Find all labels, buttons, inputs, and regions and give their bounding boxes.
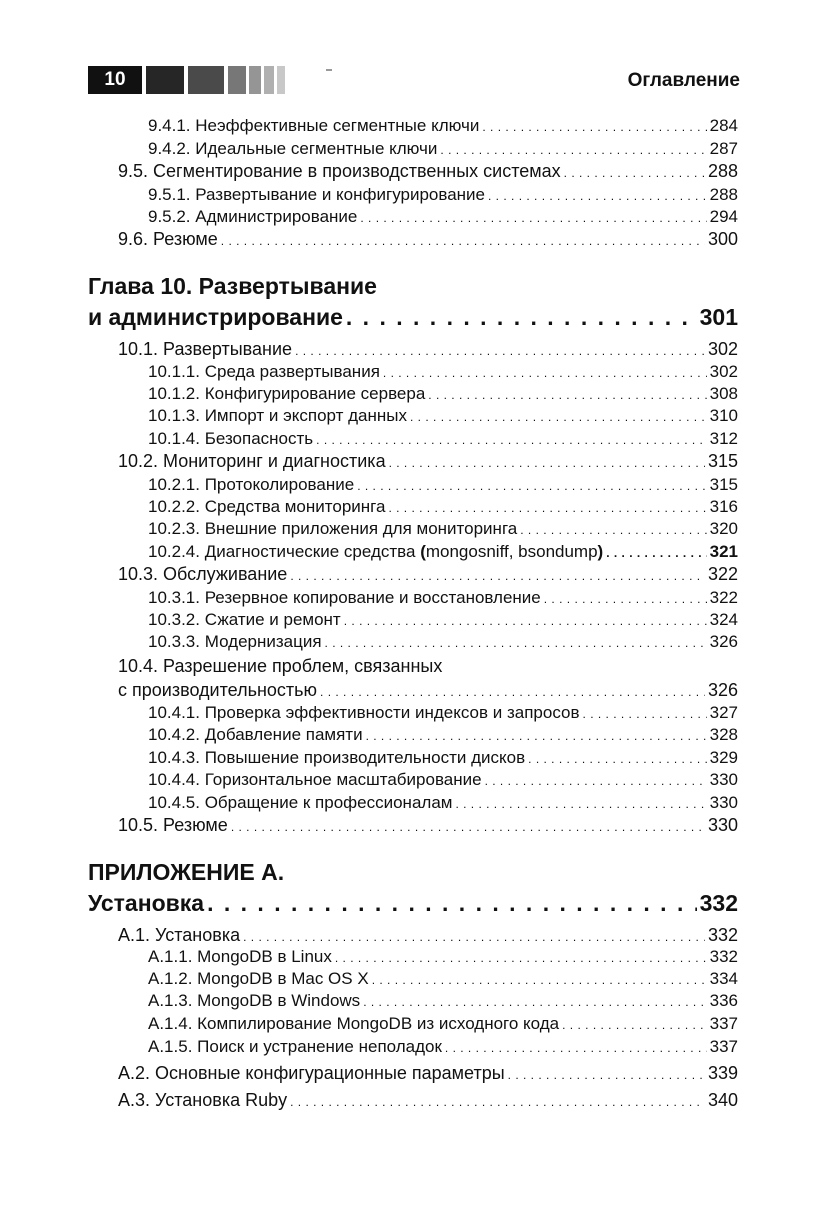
leader-dots [455,793,706,813]
leader-dots [325,632,707,652]
leader-dots [528,748,706,768]
appendix-heading: ПРИЛОЖЕНИЕ А. [88,859,285,885]
leader-dots [360,207,706,227]
leader-dots [482,116,706,136]
running-title: Оглавление [627,70,740,91]
toc-entry [148,116,738,136]
appendix-heading-entry [88,890,738,917]
entry-title: 10.1.1. Среда развертывания [148,362,380,381]
entry-title: 9.5.1. Развертывание и конфигурирование [148,185,486,204]
toc-entry-line: 10.4. Разрешение проблем, связанных [118,656,443,676]
entry-title: 9.4.2. Идеальные сегментные ключи [148,139,438,158]
header-bar-6 [277,66,285,94]
entry-page: 330 [709,770,738,789]
entry-page: 340 [707,1090,738,1110]
leader-dots [290,564,705,585]
leader-dots [389,451,705,472]
leader-dots [388,497,706,517]
entry-page: 315 [707,451,738,471]
leader-dots [335,947,707,967]
leader-dots [346,304,697,331]
toc-entry [148,429,738,449]
toc-entry [148,793,738,813]
entry-title: А.2. Основные конфигурационные параметры [118,1063,505,1083]
leader-dots [221,229,705,250]
header-bar-5 [264,66,274,94]
leader-dots [366,725,707,745]
leader-dots [207,890,697,917]
toc-entry [148,542,738,562]
toc-entry [118,339,738,360]
entry-page: 326 [709,632,738,651]
toc-entry [118,564,738,585]
entry-page: 332 [709,947,738,966]
leader-dots [344,610,707,630]
entry-title: 10.4.5. Обращение к профессионалам [148,793,453,812]
close-paren: ) [597,542,604,561]
entry-title [148,542,603,562]
toc-entry [148,703,738,723]
entry-page: 337 [709,1014,738,1033]
toc-entry [118,925,738,946]
leader-dots [290,1090,705,1111]
entry-title: 10.1. Развертывание [118,339,293,359]
header-bar-1 [146,66,184,94]
leader-dots [562,1014,706,1034]
toc-entry [148,947,738,967]
entry-page: 320 [709,519,738,538]
toc-entry [148,748,738,768]
entry-title: 10.4.2. Добавление памяти [148,725,363,744]
leader-dots [320,680,705,701]
header-bar-2 [188,66,224,94]
toc-entry [148,610,738,630]
toc-entry [148,475,738,495]
entry-page: 332 [707,925,738,945]
entry-title: А.1.1. MongoDB в Linux [148,947,332,966]
toc-entry [148,588,738,608]
open-paren: ( [420,542,426,561]
entry-page: 288 [709,185,738,204]
toc-entry [118,1063,738,1084]
entry-page: 288 [707,161,738,181]
leader-dots [363,991,706,1011]
entry-page: 328 [709,725,738,744]
chapter-heading: Глава 10. Развертывание [88,273,377,299]
header-bar-3 [228,66,246,94]
toc-entry [118,680,738,701]
entry-title: 10.3. Обслуживание [118,564,288,584]
entry-page: 330 [709,793,738,812]
entry-page: 316 [709,497,738,516]
leader-dots [410,406,707,426]
toc-entry [118,161,738,182]
entry-title: 10.3.3. Модернизация [148,632,322,651]
entry-title: 10.1.2. Конфигурирование сервера [148,384,426,403]
entry-title: Установка [88,890,205,916]
entry-page: 312 [709,429,738,448]
toc-entry [118,229,738,250]
entry-title: 10.2. Мониторинг и диагностика [118,451,386,471]
entry-title: с производительностью [118,680,318,700]
leader-dots [316,429,706,449]
entry-title: А.1. Установка [118,925,241,945]
leader-dots [428,384,706,404]
leader-dots [231,815,705,836]
entry-title: 10.4.3. Повышение производительности дисков [148,748,526,767]
toc-entry [148,770,738,790]
toc-entry [148,207,738,227]
entry-title: 9.5. Сегментирование в производственных системах [118,161,561,181]
leader-dots [383,362,707,382]
leader-dots [520,519,706,539]
toc-entry [148,406,738,426]
entry-title: А.1.5. Поиск и устранение неполадок [148,1037,442,1056]
toc-entry [148,519,738,539]
leader-dots [508,1063,705,1084]
leader-dots [440,139,706,159]
toc-entry [118,1090,738,1111]
entry-page: 334 [709,969,738,988]
entry-page: 332 [699,890,738,916]
entry-title: 10.2.1. Протоколирование [148,475,355,494]
entry-page: 310 [709,406,738,425]
entry-page: 337 [709,1037,738,1056]
entry-page: 302 [709,362,738,381]
entry-title: 10.3.2. Сжатие и ремонт [148,610,341,629]
toc-entry [148,991,738,1011]
toc-entry [118,451,738,472]
entry-title: А.1.2. MongoDB в Mac OS X [148,969,369,988]
leader-dots [357,475,706,495]
entry-page: 336 [709,991,738,1010]
entry-title: 9.5.2. Администрирование [148,207,358,226]
entry-page: 326 [707,680,738,700]
entry-title: А.1.3. MongoDB в Windows [148,991,361,1010]
entry-page: 321 [709,542,738,561]
entry-title: А.1.4. Компилирование MongoDB из исходного кода [148,1014,560,1033]
entry-page: 330 [707,815,738,835]
toc-entry [148,497,738,517]
entry-page: 322 [707,564,738,584]
entry-page: 308 [709,384,738,403]
entry-title: 10.2.3. Внешние приложения для мониторинга [148,519,518,538]
toc-entry [148,139,738,159]
entry-page: 287 [709,139,738,158]
leader-dots [445,1037,707,1057]
entry-page: 301 [699,304,738,330]
toc-entry [148,362,738,382]
page-header [88,66,740,96]
toc-entry [148,1037,738,1057]
entry-title: 10.2.2. Средства мониторинга [148,497,386,516]
entry-title: 10.1.4. Безопасность [148,429,314,448]
entry-title-text: 10.2.4. Диагностические средства [148,542,421,561]
leader-dots [485,770,707,790]
toc-entry [118,815,738,836]
entry-title: 10.5. Резюме [118,815,228,835]
leader-dots [372,969,707,989]
entry-page: 284 [709,116,738,135]
entry-page: 302 [707,339,738,359]
entry-page: 322 [709,588,738,607]
page-number: 10 [88,66,142,94]
leader-dots [544,588,707,608]
leader-dots [583,703,707,723]
entry-title: 9.6. Резюме [118,229,218,249]
entry-title: А.3. Установка Ruby [118,1090,288,1110]
entry-title: и администрирование [88,304,343,330]
header-bar-4 [249,66,261,94]
leader-dots [564,161,705,182]
entry-page: 294 [709,207,738,226]
entry-page: 300 [707,229,738,249]
entry-page: 315 [709,475,738,494]
entry-page: 327 [709,703,738,722]
entry-page: 324 [709,610,738,629]
toc-entry [148,1014,738,1034]
entry-title: 10.3.1. Резервное копирование и восстановление [148,588,541,607]
entry-title: 10.4.4. Горизонтальное масштабирование [148,770,482,789]
toc-entry [148,969,738,989]
toc-entry [148,632,738,652]
entry-title-tools: mongosniff, bsondump [425,542,598,561]
entry-title: 10.1.3. Импорт и экспорт данных [148,406,408,425]
leader-dots [606,542,706,562]
entry-page: 329 [709,748,738,767]
entry-title: 10.4.1. Проверка эффективности индексов и запросов [148,703,580,722]
leader-dots [243,925,705,946]
toc-entry [148,384,738,404]
entry-page: 339 [707,1063,738,1083]
toc-entry [148,185,738,205]
chapter-heading-entry [88,304,738,331]
entry-title: 9.4.1. Неэффективные сегментные ключи [148,116,480,135]
leader-dots [295,339,705,360]
leader-dots [488,185,707,205]
toc-entry [148,725,738,745]
decorative-tick [326,69,332,71]
